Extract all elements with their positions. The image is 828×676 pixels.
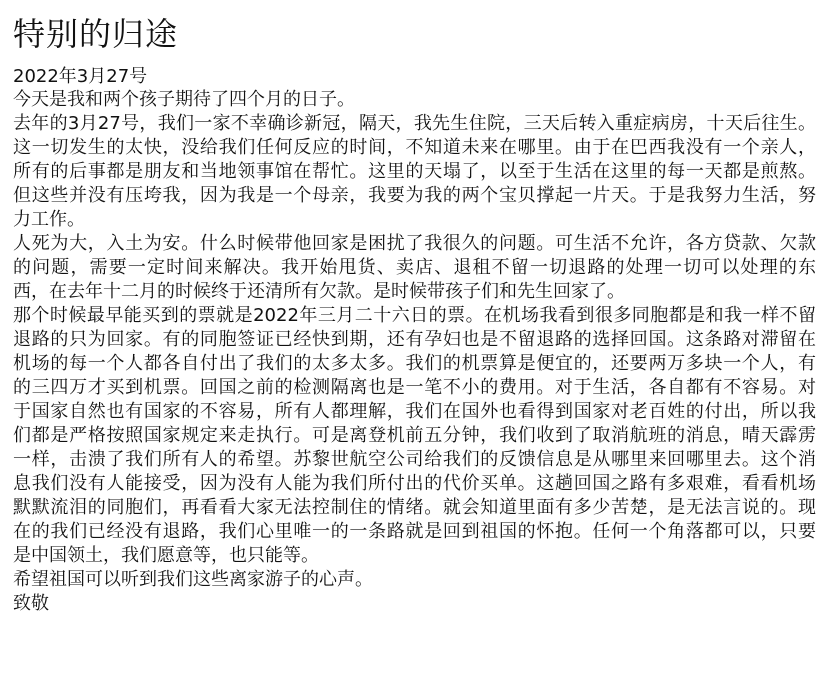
paragraph-line: 今天是我和两个孩子期待了四个月的日子。 — [13, 89, 355, 110]
letter-body — [13, 88, 816, 592]
paragraph-line: 的问题，需要一定时间来解决。我开始甩货、卖店、退租不留一切退路的处理一切可以处理的东 — [13, 257, 816, 278]
paragraph-line: 一样，击溃了我们所有人的希望。苏黎世航空公司给我们的反馈信息是从哪里来回哪里去。这个消 — [13, 449, 816, 470]
paragraph-line: 希望祖国可以听到我们这些离家游子的心声。 — [13, 569, 373, 590]
paragraph-line: 机场的每一个人都各自付出了我们的太多太多。我们的机票算是便宜的，还要两万多块一个人，有 — [13, 353, 816, 374]
letter-paragraph — [13, 304, 816, 568]
paragraph-line: 息我们没有人能接受，因为没有人能为我们所付出的代价买单。这趟回国之路有多艰难，看看机场 — [13, 473, 816, 494]
paragraph-line: 们都是严格按照国家规定来走执行。可是离登机前五分钟，我们收到了取消航班的消息，晴天霹雳 — [13, 425, 816, 446]
paragraph-line: 这一切发生的太快，没给我们任何反应的时间，不知道未来在哪里。由于在巴西我没有一个亲人， — [13, 137, 816, 158]
paragraph-line: 是中国领土，我们愿意等，也只能等。 — [13, 545, 319, 566]
paragraph-line: 在的我们已经没有退路，我们心里唯一的一条路就是回到祖国的怀抱。任何一个角落都可以，只要 — [13, 521, 816, 542]
letter-paragraph — [13, 112, 816, 232]
paragraph-line: 西，在去年十二月的时候终于还清所有欠款。是时候带孩子们和先生回家了。 — [13, 281, 625, 302]
paragraph-line: 那个时候最早能买到的票就是2022年三月二十六日的票。在机场我看到很多同胞都是和我一样不留 — [13, 305, 816, 326]
letter-paragraph — [13, 568, 816, 592]
paragraph-line: 于国家自然也有国家的不容易，所有人都理解，我们在国外也看得到国家对老百姓的付出，所以我 — [13, 401, 816, 422]
paragraph-line: 去年的3月27号，我们一家不幸确诊新冠，隔天，我先生住院，三天后转入重症病房，十天后往生。 — [13, 113, 816, 134]
paragraph-line: 所有的后事都是朋友和当地领事馆在帮忙。这里的天塌了，以至于生活在这里的每一天都是煎熬。 — [13, 161, 816, 182]
letter-closing: 致敬 — [13, 593, 49, 614]
letter-paragraph — [13, 88, 816, 112]
paragraph-line: 人死为大，入土为安。什么时候带他回家是困扰了我很久的问题。可生活不允许，各方贷款、欠款 — [13, 233, 816, 254]
paragraph-line: 退路的只为回家。有的同胞签证已经快到期，还有孕妇也是不留退路的选择回国。这条路对滞留在 — [13, 329, 816, 350]
paragraph-line: 默默流泪的同胞们，再看看大家无法控制住的情绪。就会知道里面有多少苦楚，是无法言说的。现 — [13, 497, 816, 518]
paragraph-line: 力工作。 — [13, 209, 85, 230]
paragraph-line: 的三四万才买到机票。回国之前的检测隔离也是一笔不小的费用。对于生活，各自都有不容易。对 — [13, 377, 816, 398]
letter-title: 特别的归途 — [13, 15, 179, 53]
letter-paragraph — [13, 232, 816, 304]
letter-date: 2022年3月27号 — [13, 66, 148, 87]
paragraph-line: 但这些并没有压垮我，因为我是一个母亲，我要为我的两个宝贝撑起一片天。于是我努力生活，努 — [13, 185, 816, 206]
